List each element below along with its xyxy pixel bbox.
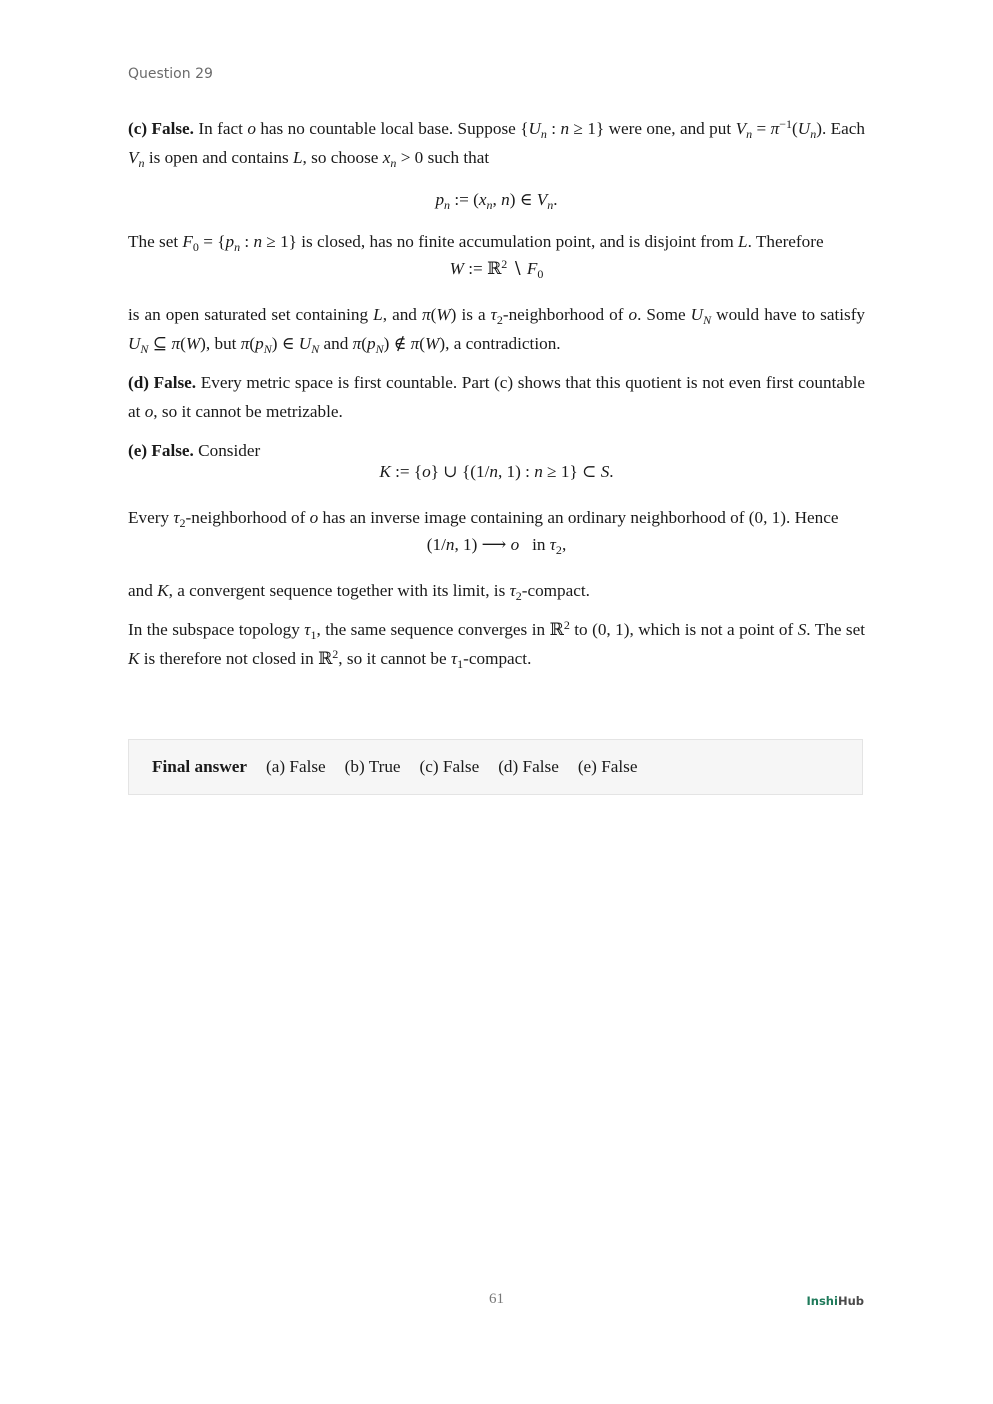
- text: In the subspace topology: [128, 620, 305, 639]
- equation-limit: (1/n, 1) ⟶ o in $\tau_2$,: [426, 535, 567, 557]
- answer-e: (e) False: [577, 757, 638, 776]
- text: and: [128, 581, 158, 600]
- text: has no countable local base. Suppose: [255, 119, 521, 138]
- solution-body: [128, 114, 865, 673]
- part-d-label: (d) False.: [128, 373, 197, 392]
- text: -compact.: [521, 581, 590, 600]
- part-c-paragraph-3: is an open saturated set containing L, and π(W) is a $\tau_2$-neighborhood of o. Some $U_N$ would have to satisfy $U_N$ ⊆ π(W), but $\pi(p_N)$ ∈ $U_N$ and $\pi(p_N)$ ∉ π(W), a contradiction.: [128, 305, 866, 356]
- part-c-paragraph-2: The set $F_0 = \{p_n$ : n ≥ 1} is closed, has no finite accumulation point, and is disjoint from L. Therefore: [128, 232, 824, 254]
- part-e-paragraph-3: and K, a convergent sequence together with its limit, is $\tau_2$-compact.: [128, 581, 590, 603]
- text: in: [532, 535, 546, 554]
- text: -neighborhood of: [502, 305, 629, 324]
- text: , so choose: [302, 148, 383, 167]
- part-d-paragraph: (d) False. Every metric space is first countable. Part (c) shows that this quotient is not even first countable at o, so it cannot be metrizable.: [128, 373, 865, 421]
- brand-part2: Hub: [837, 1294, 864, 1308]
- text: Every: [128, 508, 174, 527]
- final-answer-box: [128, 739, 863, 795]
- text: . Therefore: [747, 232, 824, 251]
- text: . Some: [637, 305, 691, 324]
- equation-pn: $p_n$ := ($x_n$, n) ∈ $V_n$.: [435, 190, 558, 212]
- part-c-paragraph: (c) False. In fact o has no countable local base. Suppose {$U_n$ : n ≥ 1} were one, and put $V_n = \pi^{-1}(U_n)$. Each $V_n$ is open and contains L, so choose $x_n > 0$ such that: [128, 117, 866, 170]
- text: , a contradiction.: [445, 334, 561, 353]
- text: has an inverse image containing an ordinary neighborhood of: [318, 508, 749, 527]
- text: The set: [128, 232, 183, 251]
- text: , so it cannot be metrizable.: [153, 402, 343, 421]
- text: were one, and put: [604, 119, 736, 138]
- page-number: 61: [489, 1291, 504, 1307]
- answer-d: (d) False: [498, 757, 559, 776]
- text: , but: [205, 334, 241, 353]
- text: -compact.: [463, 649, 532, 668]
- part-e-paragraph-4: In the subspace topology $\tau_1$, the same sequence converges in ℝ$^2$ to (0, 1), which is not a point of S. The set K is therefore not closed in ℝ$^2$, so it cannot be $\tau_1$-compact.: [128, 618, 865, 671]
- text: and: [319, 334, 353, 353]
- answer-b: (b) True: [344, 757, 401, 776]
- text: , the same sequence converges in: [316, 620, 550, 639]
- final-answer-label: Final answer: [152, 757, 248, 776]
- equation-k: K := {o} ∪ {(1/n, 1) : n ≥ 1} ⊂ S.: [379, 462, 614, 481]
- brand-part1: Inshi: [806, 1294, 838, 1308]
- question-header: Question 29: [128, 66, 213, 82]
- text: is a: [456, 305, 491, 324]
- text: would have to satisfy: [711, 305, 866, 324]
- text: is open and contains: [144, 148, 293, 167]
- text: , and: [382, 305, 422, 324]
- text: , which is not a point of: [629, 620, 798, 639]
- text: In fact: [193, 119, 248, 138]
- text: , a convergent sequence together with its limit, is: [168, 581, 510, 600]
- answer-c: (c) False: [419, 757, 480, 776]
- text: , so it cannot be: [338, 649, 451, 668]
- part-e-paragraph-2: Every $\tau_2$-neighborhood of o has an inverse image containing an ordinary neighborhood of (0, 1). Hence: [128, 508, 839, 530]
- brand-logo: [807, 1294, 865, 1308]
- text: to: [569, 620, 593, 639]
- text: Consider: [193, 441, 261, 460]
- part-c-label: (c) False.: [128, 119, 194, 138]
- text: such that: [423, 148, 490, 167]
- text: . Each: [821, 119, 866, 138]
- text: is an open saturated set containing: [128, 305, 374, 324]
- text: is therefore not closed in: [139, 649, 318, 668]
- text: . The set: [806, 620, 865, 639]
- text: . Hence: [785, 508, 839, 527]
- part-e-label: (e) False.: [128, 441, 194, 460]
- equation-w: W := ℝ$^2$ ∖ $F_0$: [449, 257, 544, 281]
- answer-a: (a) False: [266, 757, 326, 776]
- text: -neighborhood of: [185, 508, 310, 527]
- text: is closed, has no finite accumulation point, and is disjoint from: [296, 232, 739, 251]
- text: Every metric space is first countable. Part (c) shows that this quotient is not even first countable at: [128, 373, 865, 421]
